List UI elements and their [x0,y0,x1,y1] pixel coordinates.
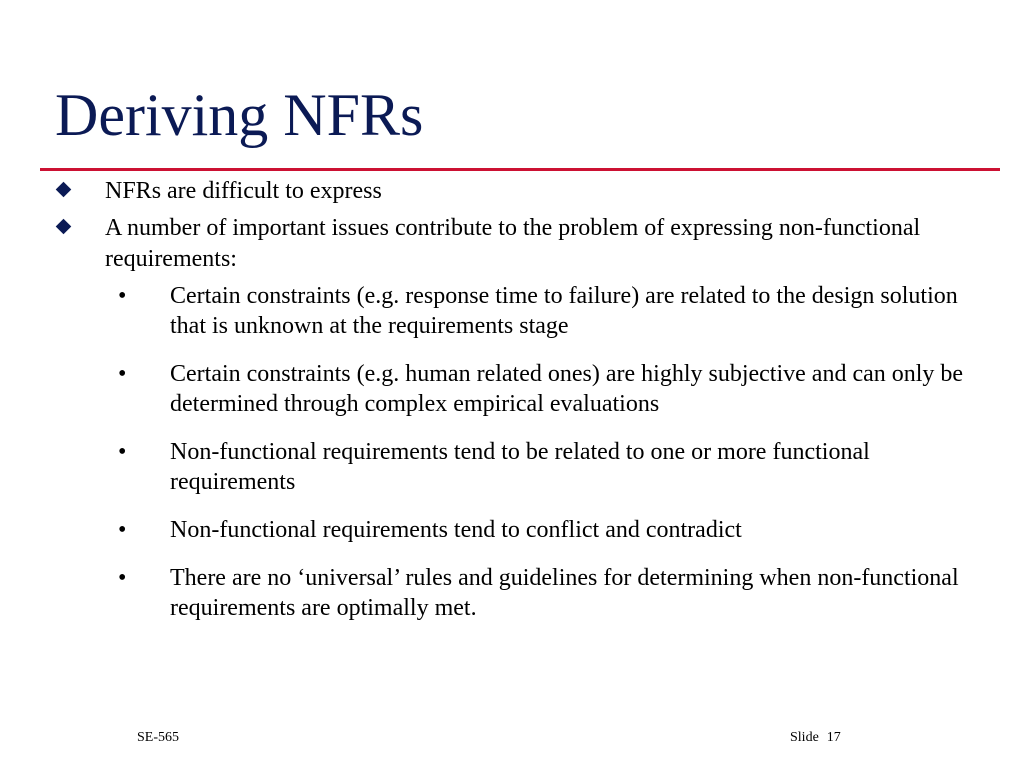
bullet-text: NFRs are difficult to express [105,178,382,204]
diamond-bullet-icon [56,219,72,235]
sub-bullet-item [118,359,985,419]
dot-bullet-icon: • [118,517,127,543]
dot-bullet-icon: • [118,283,127,309]
diamond-bullet-icon [56,182,72,198]
title-divider [40,168,1000,171]
sub-bullet-text: Non-functional requirements tend to be related to one or more functional requirements [170,439,870,495]
footer-slide-number [790,730,841,746]
sub-bullet-text: Non-functional requirements tend to conflict and contradict [170,517,742,543]
sub-bullet-item [118,281,985,341]
dot-bullet-icon: • [118,439,127,465]
slide-body [0,176,1024,641]
sub-bullet-text: Certain constraints (e.g. human related ones) are highly subjective and can only be determined through complex empirical evaluations [170,361,964,417]
bullet-item [105,176,965,207]
slide-number: 17 [826,730,841,745]
sub-bullet-text: Certain constraints (e.g. response time to failure) are related to the design solution that is unknown at the requirements stage [170,283,958,339]
dot-bullet-icon: • [118,565,127,591]
dot-bullet-icon: • [118,361,127,387]
sub-bullet-text: There are no ‘universal’ rules and guidelines for determining when non-functional requirements are optimally met. [170,565,959,621]
footer-course-code: SE-565 [137,730,179,745]
sub-bullet-item [118,515,985,545]
slide-label: Slide [790,730,819,745]
bullet-item [105,213,965,275]
bullet-text: A number of important issues contribute to the problem of expressing non-functional requirements: [105,215,921,272]
sub-bullet-item [118,437,985,497]
sub-bullet-item [118,563,985,623]
slide-title: Deriving NFRs [55,82,424,148]
sub-bullet-list [0,281,1024,623]
